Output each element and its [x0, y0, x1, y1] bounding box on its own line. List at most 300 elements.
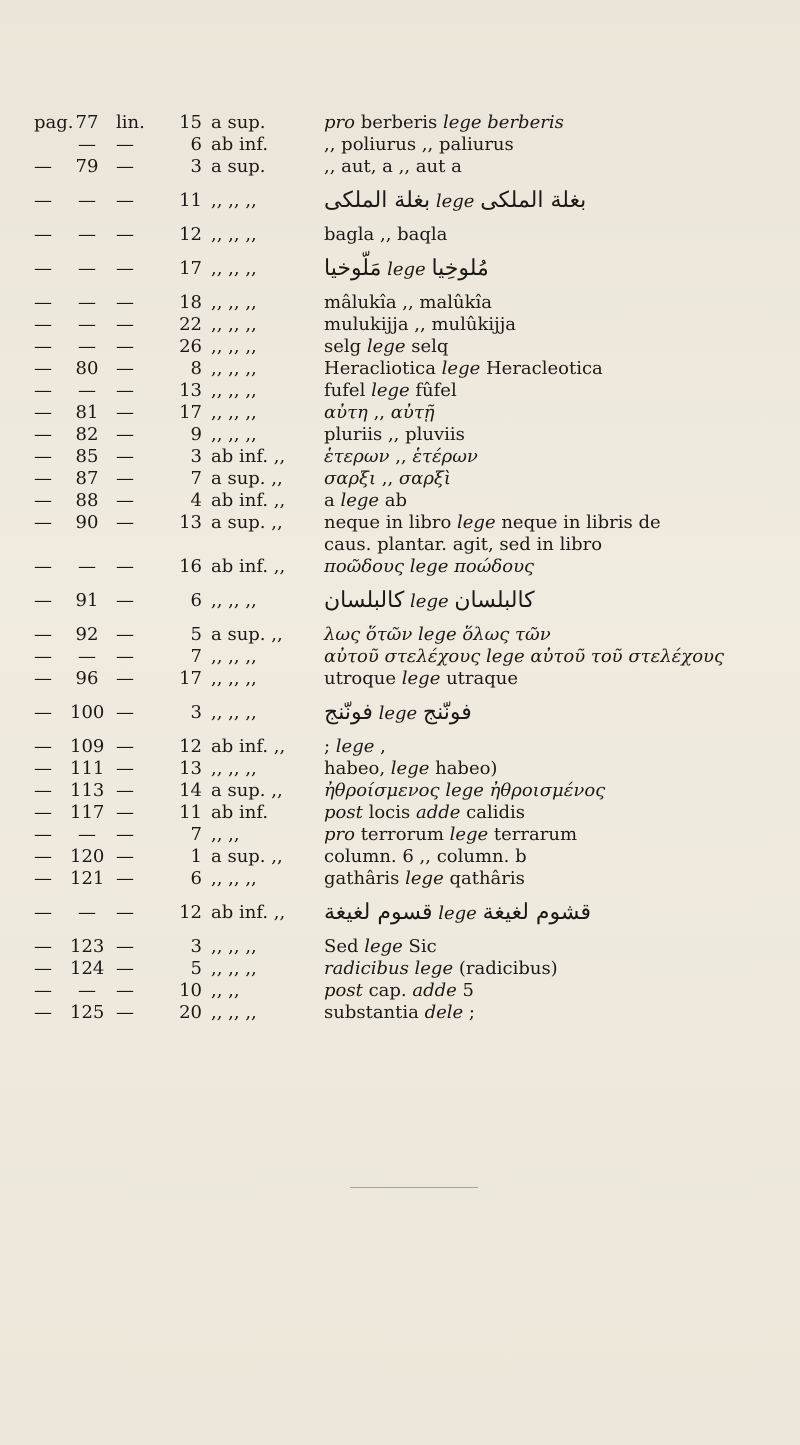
pag-label: — [34, 846, 52, 867]
errata-row-continuation [34, 534, 774, 556]
line-number: 17 [179, 258, 202, 279]
line-number: 8 [190, 358, 202, 379]
errata-row [34, 802, 774, 824]
correction-fragment: bagla ,, baqla [324, 224, 448, 245]
correction-fragment: بغلة الملكى [324, 188, 431, 213]
correction-fragment: Heracleotica [480, 358, 603, 379]
correction-fragment: lege [371, 380, 410, 401]
line-label: — [116, 402, 134, 423]
pag-label: — [34, 624, 52, 645]
correction-text [324, 358, 603, 380]
errata-row [34, 292, 774, 314]
position-note: a sup. ,, [211, 624, 283, 645]
correction-fragment: ,, poliurus ,, paliurus [324, 134, 514, 155]
correction-fragment: lege [405, 868, 444, 889]
line-number: 14 [179, 780, 202, 801]
correction-fragment: (radicibus) [453, 958, 558, 979]
page-number: 123 [70, 936, 105, 957]
line-number: 6 [190, 590, 202, 611]
line-label: — [116, 780, 134, 801]
correction-fragment: , [374, 736, 386, 757]
pag-label: — [34, 402, 52, 423]
errata-row [34, 1002, 774, 1024]
correction-fragment: lege [435, 191, 475, 212]
correction-text [324, 380, 457, 402]
correction-fragment: lege [401, 668, 441, 689]
correction-fragment: ἑτερων [324, 446, 390, 467]
correction-fragment: فونّنج [422, 700, 472, 725]
pag-label: — [34, 824, 52, 845]
correction-fragment: selg [324, 336, 367, 357]
correction-fragment: berberis [354, 112, 443, 133]
errata-row [34, 824, 774, 846]
correction-fragment: pro [324, 824, 355, 845]
correction-text [324, 780, 605, 802]
line-label: — [116, 646, 134, 667]
errata-list [34, 112, 774, 1024]
correction-fragment: dele [424, 1002, 464, 1023]
errata-row [34, 224, 774, 246]
correction-text [324, 512, 661, 534]
correction-fragment: مَلّوخيا [324, 256, 382, 281]
page-number: — [78, 336, 96, 357]
correction-fragment: αὐτῇ [390, 402, 435, 423]
pag-label: — [34, 292, 52, 313]
correction-text [324, 292, 492, 314]
position-note: ab inf. ,, [211, 736, 286, 757]
pag-label: — [34, 224, 52, 245]
line-number: 5 [190, 958, 202, 979]
page-number: 91 [75, 590, 99, 611]
position-note: ,, ,, ,, [211, 314, 257, 335]
correction-fragment: fûfel [409, 380, 457, 401]
page-number: 79 [75, 156, 99, 177]
pag-label: — [34, 156, 52, 177]
errata-row [34, 936, 774, 958]
correction-fragment: mâlukîa ,, malûkîa [324, 292, 492, 313]
correction-fragment: utraque [440, 668, 519, 689]
correction-text [324, 1002, 475, 1024]
line-number: 20 [179, 1002, 202, 1023]
line-label: — [116, 668, 134, 689]
position-note: ,, ,, ,, [211, 258, 257, 279]
correction-fragment: adde [412, 980, 457, 1001]
correction-fragment: αὐτη [324, 402, 368, 423]
correction-text [324, 336, 448, 358]
pag-label: — [34, 868, 52, 889]
pag-label: — [34, 936, 52, 957]
position-note: ,, ,, ,, [211, 292, 257, 313]
page-number: — [78, 190, 96, 211]
errata-row [34, 958, 774, 980]
correction-fragment: neque in libro [324, 512, 458, 533]
errata-row [34, 424, 774, 446]
position-note: a sup. [211, 112, 266, 133]
position-note: ,, ,, ,, [211, 758, 257, 779]
errata-row [34, 336, 774, 358]
line-label: — [116, 556, 134, 577]
errata-row [34, 646, 774, 668]
page-number: — [78, 380, 96, 401]
line-number: 4 [190, 490, 202, 511]
pag-label: — [34, 646, 52, 667]
line-label: — [116, 512, 134, 533]
position-note: ,, ,, ,, [211, 402, 257, 423]
pag-label: — [34, 980, 52, 1001]
correction-fragment: ἠθροίσμενος lege ἠθροισμένος [324, 780, 606, 801]
line-number: 3 [190, 936, 202, 957]
correction-fragment: fufel [324, 380, 372, 401]
line-label: — [116, 190, 134, 211]
page-number: — [78, 134, 96, 155]
correction-text [324, 468, 451, 490]
line-label: — [116, 134, 134, 155]
position-note: ,, ,, ,, [211, 336, 257, 357]
correction-fragment: λως ὅτῶν lege ὅλως τῶν [324, 624, 551, 645]
correction-text [324, 890, 591, 937]
line-number: 5 [190, 624, 202, 645]
line-label: — [116, 802, 134, 823]
page-number: — [78, 314, 96, 335]
pag-label: — [34, 314, 52, 335]
correction-fragment: σαρξὶ [398, 468, 451, 489]
line-number: 13 [179, 380, 202, 401]
correction-text [324, 246, 489, 293]
line-label: — [116, 380, 134, 401]
position-note: ,, ,, ,, [211, 590, 257, 611]
page-number: 87 [75, 468, 99, 489]
line-label: — [116, 358, 134, 379]
correction-text [324, 646, 724, 668]
correction-fragment: post [324, 980, 363, 1001]
correction-text [324, 446, 478, 468]
page-number: 120 [70, 846, 105, 867]
line-number: 13 [179, 512, 202, 533]
correction-fragment: lege [387, 259, 426, 280]
errata-row [34, 846, 774, 868]
pag-label: — [34, 468, 52, 489]
correction-fragment: Sic [402, 936, 437, 957]
page-number: — [78, 902, 96, 923]
pag-label: — [34, 556, 52, 577]
position-note: ,, ,, ,, [211, 1002, 257, 1023]
correction-fragment: lege [364, 936, 403, 957]
errata-row [34, 402, 774, 424]
line-number: 17 [179, 668, 202, 689]
correction-fragment: selq [405, 336, 449, 357]
pag-label: — [34, 668, 52, 689]
line-label: — [116, 902, 134, 923]
correction-fragment: cap. [362, 980, 413, 1001]
position-note: ,, ,, ,, [211, 936, 257, 957]
correction-text [324, 424, 465, 446]
correction-fragment: مُلوخِيا [431, 256, 489, 281]
correction-text [324, 846, 527, 868]
line-number: 6 [190, 134, 202, 155]
correction-fragment: ἑτέρων [412, 446, 478, 467]
line-number: 13 [179, 758, 202, 779]
pag-label: — [34, 736, 52, 757]
errata-row [34, 556, 774, 578]
position-note: ,, ,, ,, [211, 702, 257, 723]
line-number: 7 [190, 646, 202, 667]
pag-label: — [34, 446, 52, 467]
page-number: — [78, 224, 96, 245]
line-label: — [116, 758, 134, 779]
line-label: — [116, 590, 134, 611]
position-note: a sup. [211, 156, 266, 177]
show-through-rule [350, 1187, 478, 1188]
correction-fragment: terrorum [354, 824, 450, 845]
correction-fragment: adde [415, 802, 461, 823]
line-number: 26 [179, 336, 202, 357]
line-label: — [116, 736, 134, 757]
page-number: — [78, 258, 96, 279]
correction-fragment: αὐτοῦ στελέχους lege αὐτοῦ τοῦ στελέχους [324, 646, 725, 667]
correction-fragment: lege [441, 358, 481, 379]
line-number: 17 [179, 402, 202, 423]
correction-fragment: ,, [389, 446, 413, 467]
correction-fragment: كالبلسان [324, 588, 405, 613]
pag-label: — [34, 190, 52, 211]
line-label: — [116, 980, 134, 1001]
position-note: a sup. ,, [211, 780, 283, 801]
page-number: 77 [75, 112, 99, 133]
page-number: 113 [70, 780, 105, 801]
line-number: 3 [190, 702, 202, 723]
page-number: — [78, 556, 96, 577]
pag-label: — [34, 424, 52, 445]
page-number: 96 [75, 668, 99, 689]
correction-text [324, 134, 514, 156]
position-note: ,, ,, ,, [211, 958, 257, 979]
line-number: 15 [179, 112, 202, 133]
pag-label: — [34, 780, 52, 801]
line-label: — [116, 624, 134, 645]
page-number: 121 [70, 868, 105, 889]
correction-text [324, 668, 518, 690]
correction-fragment: post [324, 802, 363, 823]
correction-fragment: lege [457, 512, 496, 533]
page-number: — [78, 824, 96, 845]
correction-fragment: substantia [324, 1002, 425, 1023]
correction-text [324, 556, 534, 578]
correction-fragment: ab [379, 490, 408, 511]
page-number: 88 [75, 490, 99, 511]
correction-fragment: gathâris [324, 868, 406, 889]
position-note: ,, ,, [211, 824, 240, 845]
line-label: — [116, 156, 134, 177]
correction-fragment: mulukijja ,, mulûkijja [324, 314, 517, 335]
pag-label: pag. [34, 112, 74, 133]
correction-text [324, 490, 407, 512]
errata-row [34, 624, 774, 646]
errata-row [34, 758, 774, 780]
page-number: — [78, 646, 96, 667]
position-note: ab inf. [211, 802, 269, 823]
page-number: 117 [70, 802, 105, 823]
errata-row [34, 358, 774, 380]
correction-fragment: σαρξι [324, 468, 376, 489]
correction-fragment: Sed [324, 936, 365, 957]
errata-row [34, 668, 774, 690]
correction-text [324, 736, 386, 758]
correction-fragment: calidis [460, 802, 525, 823]
position-note: ,, ,, ,, [211, 224, 257, 245]
correction-fragment: Heracliotica [324, 358, 442, 379]
pag-label: — [34, 902, 52, 923]
position-note: ab inf. [211, 134, 269, 155]
page-number: 92 [75, 624, 99, 645]
page-number: 100 [70, 702, 105, 723]
pag-label: — [34, 958, 52, 979]
line-number: 22 [179, 314, 202, 335]
line-label: — [116, 702, 134, 723]
page-number: 90 [75, 512, 99, 533]
page-number: 81 [75, 402, 99, 423]
line-label: — [116, 258, 134, 279]
line-label: — [116, 868, 134, 889]
errata-row [34, 736, 774, 758]
correction-fragment: قشوم لغيغة [482, 900, 592, 925]
line-label: — [116, 336, 134, 357]
errata-row [34, 980, 774, 1002]
correction-text [324, 758, 497, 780]
correction-fragment: ,, [367, 402, 391, 423]
line-number: 3 [190, 156, 202, 177]
line-label: — [116, 424, 134, 445]
correction-fragment: lege [378, 703, 418, 724]
errata-row [34, 468, 774, 490]
page-number: 125 [70, 1002, 105, 1023]
pag-label: — [34, 702, 52, 723]
pag-label: — [34, 1002, 52, 1023]
correction-text [324, 958, 558, 980]
errata-row [34, 780, 774, 802]
page-number: — [78, 980, 96, 1001]
line-number: 12 [179, 736, 202, 757]
position-note: ,, ,, ,, [211, 380, 257, 401]
position-note: ,, ,, ,, [211, 868, 257, 889]
position-note: ab inf. ,, [211, 556, 286, 577]
page-number: 82 [75, 424, 99, 445]
line-label: — [116, 490, 134, 511]
line-label: — [116, 292, 134, 313]
correction-fragment: pluriis ,, pluviis [324, 424, 465, 445]
correction-text [324, 690, 472, 737]
correction-text [324, 112, 564, 134]
line-label: — [116, 936, 134, 957]
pag-label: — [34, 802, 52, 823]
correction-fragment: lege berberis [442, 112, 564, 133]
correction-fragment: ,, [376, 468, 399, 489]
correction-fragment: قسوم لغيغة [324, 900, 433, 925]
errata-row [34, 246, 774, 292]
correction-text [324, 178, 586, 225]
position-note: ,, ,, ,, [211, 668, 257, 689]
correction-fragment: lege [335, 736, 375, 757]
line-label: — [116, 314, 134, 335]
correction-fragment: qathâris [443, 868, 525, 889]
position-note: ,, ,, ,, [211, 646, 257, 667]
line-label: — [116, 446, 134, 467]
line-number: 1 [190, 846, 202, 867]
errata-row [34, 134, 774, 156]
correction-text [324, 802, 525, 824]
correction-text [324, 224, 447, 246]
line-number: 12 [179, 224, 202, 245]
correction-fragment: column. 6 ,, column. b [324, 846, 527, 867]
correction-text [324, 314, 516, 336]
pag-label: — [34, 380, 52, 401]
line-number: 7 [190, 468, 202, 489]
correction-fragment: كالبلسان [454, 588, 535, 613]
correction-fragment: lege [449, 824, 489, 845]
line-label: — [116, 224, 134, 245]
line-label: — [116, 846, 134, 867]
correction-text [324, 824, 577, 846]
line-number: 10 [179, 980, 202, 1001]
correction-fragment: ποῶδους lege ποώδους [324, 556, 535, 577]
correction-fragment: ,, aut, a ,, aut a [324, 156, 462, 177]
errata-row [34, 868, 774, 890]
page-number: — [78, 292, 96, 313]
correction-fragment: lege [390, 758, 430, 779]
pag-label: — [34, 758, 52, 779]
errata-row [34, 446, 774, 468]
page-number: 111 [70, 758, 105, 779]
position-note: ab inf. ,, [211, 490, 286, 511]
correction-text [324, 936, 437, 958]
errata-row [34, 690, 774, 736]
position-note: ab inf. ,, [211, 902, 286, 923]
correction-fragment: فونّنج [324, 700, 373, 725]
position-note: ,, ,, [211, 980, 240, 1001]
line-number: 3 [190, 446, 202, 467]
position-note: a sup. ,, [211, 468, 283, 489]
position-note: a sup. ,, [211, 512, 283, 533]
errata-row [34, 512, 774, 534]
line-number: 7 [190, 824, 202, 845]
line-number: 11 [179, 190, 202, 211]
continuation-text: caus. plantar. agit, sed in libro [324, 534, 603, 555]
correction-fragment: ; [463, 1002, 475, 1023]
errata-row [34, 314, 774, 336]
line-number: 16 [179, 556, 202, 577]
line-label: — [116, 468, 134, 489]
page-number: 80 [75, 358, 99, 379]
errata-row [34, 380, 774, 402]
position-note: ab inf. ,, [211, 446, 286, 467]
position-note: ,, ,, ,, [211, 190, 257, 211]
correction-fragment: lege [366, 336, 406, 357]
correction-fragment: pro [324, 112, 355, 133]
correction-fragment: locis [362, 802, 416, 823]
line-number: 11 [179, 802, 202, 823]
correction-text [324, 578, 535, 625]
line-label: — [116, 824, 134, 845]
correction-fragment: بغلة الملكى [480, 188, 587, 213]
pag-label: — [34, 512, 52, 533]
line-label: — [116, 958, 134, 979]
correction-fragment: habeo, [324, 758, 391, 779]
correction-text [324, 868, 525, 890]
line-number: 9 [190, 424, 202, 445]
correction-fragment: 5 [456, 980, 474, 1001]
errata-row [34, 112, 774, 134]
pag-label: — [34, 336, 52, 357]
errata-row [34, 178, 774, 224]
